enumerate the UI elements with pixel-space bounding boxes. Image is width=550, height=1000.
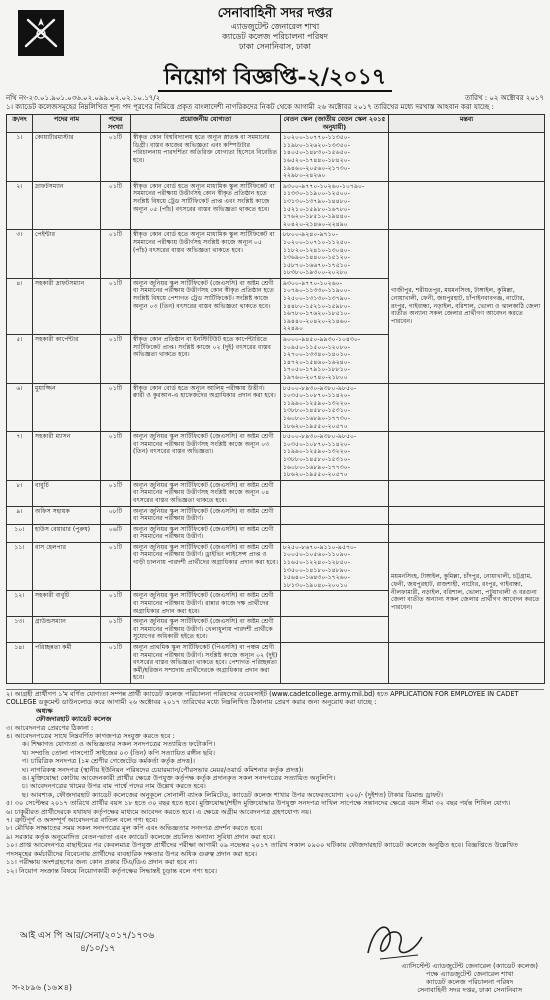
footer-code: স-২৮৯৬ (১৬×৪)	[12, 983, 73, 992]
pay-scale-line: ৮৫০০-৮৯৩০-৯৩৮০-৯৮৫০-	[283, 384, 357, 392]
instruction-paragraph: ১১। পরীক্ষায় অংশগ্রহণের জন্য কোন প্রকার টিএ/ডিএ প্রদান করা হবে না।	[6, 858, 197, 867]
pay-scale-line: ১০৩৫০-১০৮৭০-১১৪২০-	[283, 392, 350, 400]
table-row	[7, 133, 545, 182]
column-header: মন্তব্য	[389, 115, 545, 133]
pay-scale-line: ১১৮২০-১২৪১০-১৩০৪০-	[283, 246, 350, 254]
serial-cell: ৪।	[7, 278, 33, 334]
serial-cell: ৫।	[7, 335, 33, 384]
remark-cell: গাজীপুর, শরীয়তপুর, ময়মনসিংহ, টাঙ্গাইল, কুমিল্লা, নোয়াখালী, ফেনী, জয়পুরহাট, চাঁপাইনবাবগঞ্জ, নাটোর, রংপুর, গাইবান্ধা, নড়াইল, বরিশাল, ভোলা ও ঝালকাঠি জেলা ব্যতীত অন্যান্য সকল জেলার প্রার্থীগণ আবেদন করতে পারবেন।	[389, 230, 545, 383]
pay-scale-line: ১১৬৫০-১২২৪০-১২৮৫০-	[283, 559, 350, 567]
post-count-cell: ০৮টি	[101, 506, 131, 524]
pay-scale-line: ১০২০০-১০৭১০-১১২৫০-	[283, 238, 350, 246]
table-row	[7, 643, 545, 684]
serial-cell: ১০।	[7, 524, 33, 542]
post-count-cell: ০১টি	[101, 383, 131, 432]
post-count-cell: ০১টি	[101, 278, 131, 334]
qualification-cell: অন্যূন জুনিয়র স্কুল সার্টিফিকেট (জেএসসি) বা অষ্টম শ্রেণী বা সমমানের পরীক্ষায় উত্তীর্ণ। খেলাধুলায় পারদর্শী প্রার্থীকে সুযোগের অধিকারী হইতে হবে।	[131, 617, 281, 643]
pay-scale-cell	[281, 591, 389, 617]
pay-scale-line: ১০৯৫০-১১৫০০-১২০৮০-	[283, 343, 350, 351]
post-name-cell: পেইন্টার	[33, 230, 101, 279]
table-body	[7, 133, 545, 684]
header	[6, 6, 544, 62]
pay-scale-line: ১৮১৩০-১৯০৪০-২০০১০	[283, 581, 348, 589]
signatory-branch: পক্ষে এ্যাডজুটেন্ট জেনারেল শাখা	[425, 970, 514, 978]
pay-scale-line: ১০২০০-১০৭৭০-১১৩৫০-	[283, 134, 351, 142]
post-count-cell: ০১টি	[101, 480, 131, 506]
pay-scale-line: ১৬০৮০-১৬৮৯০-১৭৭৩০-	[283, 414, 350, 422]
pay-scale-line: ৮৮০০-৯২৪০-৯৭১০-	[283, 231, 338, 239]
isp-block	[20, 930, 154, 956]
remark-cell	[389, 480, 545, 506]
column-header: বেতন স্কেল (জাতীয় বেতন স্কেল ২০১৫ অনুযায়ী)	[281, 115, 389, 133]
pay-scale-line: ১২৫০০-১৩১৩০-১৩৭৯০-	[283, 295, 350, 303]
address-line-1: অধ্যক্ষ	[36, 706, 53, 715]
signature-block	[401, 962, 538, 994]
remark-cell: ময়মনসিংহ, টাঙ্গাইল, কুমিল্লা, চাঁদপুর, নোয়াখালী, চট্টগ্রাম, ফেনী, জয়পুরহাট, রাজশাহী, নাটোর, রংপুর, গাইবান্ধা, নীলফামারী, নড়াইল, বরিশাল, ভোলা, পটুয়াখালী ও বরগুনা জেলা ব্যতীত অন্যান্য সকল জেলার প্রার্থীগণ আবেদন করতে পারবেন।	[389, 542, 545, 642]
post-count-cell: ০১টি	[101, 181, 131, 230]
pay-scale-line: ১০০৫০-১০৫৬০-১১০৯০-	[283, 551, 350, 559]
pay-scale-cell	[281, 335, 389, 384]
table-row	[7, 181, 545, 230]
qualification-cell: স্বীকৃত কোন বোর্ড হতে অন্যূন মাধ্যমিক স্কুল সার্টিফিকেট বা সমমানের পরীক্ষায় উত্তীর্ণসহ সংশ্লিষ্ট কাজে অন্যূন ০৫ (পাঁচ) বৎসরের বাস্তব অভিজ্ঞতা থাকতে হবে।	[131, 230, 281, 279]
serial-cell: ১৩।	[7, 617, 33, 643]
para-4: ৪। আবেদনপত্রের সাথে নিম্নবর্ণিত কাগজপত্র সংযুক্ত করতে হবে :	[6, 732, 175, 740]
para-3: ৩। আবেদনপত্র প্রেরণের ঠিকানা :	[6, 723, 94, 732]
page-title: নিয়োগ বিজ্ঞপ্তি-২/২০১৭	[158, 64, 392, 92]
post-count-cell: ০১টি	[101, 617, 131, 643]
pay-scale-line: ৯০০০-৯৪৫০-৯৯৩০-১০৪৩০-	[283, 336, 361, 344]
table-row	[7, 432, 545, 481]
pay-scale-line: ১৬০৮০-১৬৮৯০-১৭৭৩০-	[283, 463, 350, 471]
serial-cell: ৩।	[7, 230, 33, 279]
attachments-list	[6, 740, 544, 799]
pay-scale-line: ১৬৫২০-১৭৪৪০-১৮৪২০-	[283, 156, 350, 164]
pay-scale-cell	[281, 230, 389, 279]
pay-scale-line: ১৮৩৮০-১৯৩০০-২০২৮০	[283, 269, 348, 277]
pay-scale-line: ১২৭০০-১৩৩৪০-১৪০১০-	[283, 351, 350, 359]
pay-scale-cell	[281, 542, 389, 591]
remark-cell	[389, 506, 545, 524]
post-count-cell: ০১টি	[101, 230, 131, 279]
pay-scale-cell	[281, 432, 389, 481]
pay-scale-line: ১৫২১০-১৫৯৮০-১৬৭৮০-	[283, 205, 350, 213]
post-name-cell: সহকারী দ্রাফটসম্যান	[33, 278, 101, 334]
serial-cell: ৭।	[7, 432, 33, 481]
pay-scale-line: ১১৯৮০-১২৬২০-১৩৩৫০-	[283, 141, 350, 149]
para-2: ২। আগ্রহী প্রার্থীগণ ১'ম বর্ণিত যোগ্যতা সম্পন্ন প্রার্থী ক্যাডেট কলেজ পরিচালনা পরিষদের ওয়েবসাইট (www.cadetcollege.army.mil.bd) হতে APPLICATION FOR EMPLOYEE IN CADET COLLEGE ডকুমেন্ট ডাউনলোড করে আগামী ২৬ অক্টোবর ২০১৭ তারিখের মধ্যে নিম্নলিখিত ঠিকানায় প্রেরণ করার জন্য অনুরোধ করা যাচ্ছে :	[6, 689, 519, 707]
serial-cell: ২।	[7, 181, 33, 230]
qualification-cell: অন্যূন জুনিয়র স্কুল সার্টিফিকেট (জেএসসি) বা অষ্টম শ্রেণী বা সমমানের পরীক্ষায় উত্তীর্ণ। রান্নার কাজে দক্ষ প্রার্থীদের অগ্রাধিকার প্রদান করা হবে।	[131, 591, 281, 617]
instruction-paragraph: ৯। সরকার কর্তৃক অনুমোদিত বেতন-ভাতা এবং ক্যাডেট কলেজে প্রচলিত অন্যান্য সুবিধা প্রদান করা হবে।	[6, 832, 276, 841]
pay-scale-cell	[281, 181, 389, 230]
post-name-cell: পরিচ্ছন্নতা কর্মী	[33, 643, 101, 684]
post-count-cell: ০১টি	[101, 335, 131, 384]
pay-scale-line: ১৮৬২০-১৯৫৫০-২০৫৭০	[283, 422, 348, 430]
pay-scale-line: ৮৫০০-৮৯৩০-৯৩৮০-৯৮৫০-	[283, 433, 357, 441]
remark-cell	[389, 133, 545, 182]
post-count-cell: ০১টি	[101, 432, 131, 481]
posts-table	[6, 114, 545, 684]
table-row	[7, 506, 545, 524]
serial-cell: ৯।	[7, 506, 33, 524]
attachment-item: ঙ। মুক্তিযোদ্ধা কোটায় আবেদনকারী প্রার্থীর ক্ষেত্রে উপযুক্ত কর্তৃপক্ষ কর্তৃক প্রদানকৃত সকল সনদপত্রের সত্যায়িত অনুলিপি।	[22, 774, 336, 783]
signatory-board: ক্যাডেট কলেজ পরিচালনা পরিষদ	[426, 978, 514, 986]
pay-scale-cell	[281, 617, 389, 643]
pay-scale-line: ১৪৭২০-১৫৪৬০-১৬২৪০-	[283, 358, 350, 366]
branch-line: এ্যাডজুটেন্ট জেনারেল শাখা	[230, 22, 320, 31]
remark-cell	[389, 383, 545, 432]
serial-cell: ৬।	[7, 383, 33, 432]
instruction-paragraph: ১০। প্রাপ্ত আবেদনপত্র বাছাইয়ের পর কেবলমাত্র উপযুক্ত প্রার্থীদের পরীক্ষা আগামী ০৯ নভেম্বর ২০১৭ তারিখ সকাল ০৯০০ ঘটিকায় ফৌজদারহাট ক্যাডেট কলেজে অনুষ্ঠিত হবে। বিজ্ঞপ্তিতে উল্লেখিত পদসমূহের কর্মচারীদের বিবেচনায় প্রার্থীদের ব্যবহারিক দক্ষতার উপর অধিক গুরুত্ব প্রদান করা হবে।	[6, 841, 519, 858]
qualification-cell: অন্যূন জুনিয়র স্কুল সার্টিফিকেট (জেএসসি) বা অষ্টম শ্রেণী বা সমমানের পরীক্ষায় উত্তীর্ণসহ সংশ্লিষ্ট কাজে অন্যূন ০৩ (তিন) বৎসরের বাস্তব অভিজ্ঞতা।	[131, 432, 281, 481]
qualification-cell: অন্যূন জুনিয়র স্কুল সার্টিফিকেট (জেএসসি) বা অষ্টম শ্রেণী বা সমমানের পরীক্ষায় উত্তীর্ণসহ সংশ্লিষ্ট কাজে অন্যূন ০৪ বৎসরের বাস্তব অভিজ্ঞতা থাকতে হবে।	[131, 480, 281, 506]
table-row	[7, 230, 545, 279]
post-name-cell: সহকারী ম্যাসন	[33, 432, 101, 481]
attachment-item: ছ। আবশ্যক, ফৌজদারহাট ক্যাডেট কলেজের অনুকূলে সোনালী ব্যাংক লিমিটেড, ক্যাডেট কলেজ শাখার উপর অফেরতযোগ্য ২০০/- (দুইশত) টাকার ডিমান্ড ড্রাফট।	[22, 790, 443, 799]
pay-scale-cell	[281, 524, 389, 542]
pay-scale-line: ১৮৬২০-১৯৫৫০-২০৫৭০	[283, 471, 348, 479]
signatory-office: সেনাবাহিনী সদর দপ্তর, ঢাকা সেনানিবাস	[417, 986, 523, 994]
instruction-paragraph: ৫। ৩০ সেপ্টেম্বর ২০১৭ তারিখে প্রার্থীর বয়স ১৮ হতে ৩০ বছর হতে হবে। মুক্তিযোদ্ধা/শহীদ মুক্তিযোদ্ধার উপযুক্ত সনদপত্র দাখিল সাপেক্ষে সন্তানদের ক্ষেত্রে বয়স সীমা ৩২ বছর পর্যন্ত শিথিল যোগ্য।	[6, 799, 511, 808]
pay-scale-line: ১৫৬৪০-১৬৪৩০-১৭২৬০-	[283, 574, 350, 582]
pay-scale-line: ১৩৫০০-১৪১৮০-১৪৮৯০-	[283, 566, 350, 574]
notice-date: তারিখ : ০২ অক্টোবর ২০১৭	[464, 94, 544, 102]
pay-scale-cell	[281, 133, 389, 182]
instructions-block	[6, 689, 544, 875]
pay-scale-line: ১৪০৫০-১৪৮৩০-১৫৬৫০-	[283, 149, 350, 157]
remaining-paragraphs	[6, 799, 544, 875]
board-line: ক্যাডেট কলেজ পরিচালনা পরিষদ	[222, 32, 328, 41]
pay-scale-line: ১৯৪৪০-২০৪২০-২১৪৬০-	[283, 317, 350, 325]
table-row	[7, 524, 545, 542]
pay-scale-line: ১৪৪৮০-১৫২১০-১৫৯৮০-	[283, 302, 350, 310]
pay-scale-line: ১০৩৫০-১০৮৭০-১১৪২০-	[283, 440, 350, 448]
remark-cell	[389, 524, 545, 542]
post-count-cell: ০১টি	[101, 133, 131, 182]
instruction-paragraph: ৮। মৌখিক সাক্ষাতের সময় সকল সনদপত্রের মূল কপি এবং অভিজ্ঞতার সনদপত্র প্রদর্শন করতে হবে।	[6, 824, 263, 833]
post-name-cell: বাস হেলপার	[33, 542, 101, 591]
qualification-cell: স্বীকৃত কোন বিশ্ববিদ্যালয় হতে অন্যূন স্নাতক বা সমমানের ডিগ্রী। বাস্তব কাজের অভিজ্ঞতা এবং কম্পিউটার পরিচালনায় পারদর্শিতা অতিরিক্ত যোগ্যতা হিসেবে বিবেচিত হবে।	[131, 133, 281, 182]
column-header: পদের সংখ্যা	[101, 115, 131, 133]
serial-cell: ১।	[7, 133, 33, 182]
instruction-paragraph: ৭। ত্রুটিপূর্ণ ও অসম্পূর্ণ আবেদনপত্র বাতিল বলে গণ্য হবে।	[6, 816, 158, 825]
pay-scale-line: ১৯৪৬০-২০৫৬০-২১৭৩০-	[283, 164, 351, 172]
post-name-cell: বাবুর্চি	[33, 480, 101, 506]
attachment-item: খ। সম্প্রতি তোলা পাসপোর্ট সাইজের ০৩ (তিন) কপি সত্যায়িত রঙ্গীন ছবি।	[22, 748, 215, 757]
address-line-2: ফৌজদারহাট ক্যাডেট কলেজ	[36, 715, 112, 724]
pay-scale-line: ১১৩৩০-১১৯০০-১২৫০০-	[283, 190, 350, 198]
pay-scale-line: ২২৪৯০	[283, 325, 304, 333]
pay-scale-cell	[281, 383, 389, 432]
location-line: ঢাকা সেনানিবাস, ঢাকা	[239, 42, 311, 51]
reference-number: নথি নং-২৩.০১.৯০১.০৩৬.০২.০৯৯.০২.০২.১০.১৭/২	[6, 94, 161, 102]
pay-scale-line: ১৩৮৮০-১৪৫৮০-১৫৩১০-	[283, 407, 350, 415]
post-name-cell: গ্রাউন্ডসম্যান	[33, 617, 101, 643]
pay-scale-line: ৯৩০০-৯৭৭০-১০২৬০-	[283, 279, 342, 287]
qualification-cell: অন্যূন জুনিয়র স্কুল সার্টিফিকেট (জেএসসি) বা অষ্টম শ্রেণী বা সমমানের পরীক্ষায় উত্তীর্ণ। ড্রাইভিং লাইসেন্স প্রাপ্ত ও গাড়ী চালনায় পারদর্শী প্রার্থীদের অগ্রাধিকার প্রদান করা হবে।	[131, 542, 281, 591]
pay-scale-line: ১৬৭৮০-১৭৬২০-১৮৫১০-	[283, 310, 350, 318]
pay-scale-line: ১৫৮৭০-১৬৬৭০-১৭৫১০-	[283, 261, 350, 269]
remark-cell	[389, 181, 545, 230]
pay-scale-line: ১৭৬২০-১৮৫১০-১৯৪৪০-	[283, 213, 350, 221]
instruction-paragraph: ৬। চাকুরীরত প্রার্থীদেরকে যথাযথ কর্তৃপক্ষের মাধ্যমে আবেদন করতে হবে। এ ক্ষেত্রে অগ্রীম আবেদনপত্র গ্রহণযোগ্য নয়।	[6, 807, 312, 816]
pay-scale-line: ১৩৮৮০-১৪৫৮০-১৫৩১০-	[283, 455, 350, 463]
intro-paragraph: ১। ক্যাডেট কলেজসমূহের নিম্নলিখিত শূন্য পদ পূরণের নিমিত্তে প্রকৃত বাংলাদেশী নাগরিকদের নিকট থেকে আগামী ২৬ অক্টোবর ২০১৭ তারিখের মধ্যে দরখাস্ত আহবান করা যাচ্ছে :	[6, 103, 495, 111]
instruction-paragraph: ১২। নিয়োগ সংক্রান্ত বিষয়ে নিয়োগকারী কর্তৃপক্ষের সিদ্ধান্তই চূড়ান্ত বলে গণ্য হবে।	[6, 866, 217, 875]
qualification-cell: স্বীকৃত কোন বোর্ড হতে অন্যূন মাধ্যমিক স্কুল সার্টিফিকেট বা সমমানের পরীক্ষায় উত্তীর্ণসহ কোন স্বীকৃত প্রতিষ্ঠান হতে সংশ্লিষ্ট বিষয়ে ট্রেড সার্টিফিকেট প্রাপ্ত এবং সংশ্লিষ্ট কাজে অন্যূন ০৫ (পাঁচ) বৎসরের বাস্তব অভিজ্ঞতা থাকতে হবে।	[131, 181, 281, 230]
serial-cell: ১২।	[7, 591, 33, 617]
pay-scale-line: ১১৯৯০-১২৫৯০-১৩২২০-	[283, 399, 350, 407]
pay-scale-line: ১৩১৩০-১৩৭৯০-১৪৪৮০-	[283, 197, 350, 205]
column-header: পদের নাম	[33, 115, 101, 133]
post-name-cell: হাউস বেয়ারার (পুরুষ)	[33, 524, 101, 542]
attachment-item: ক। শিক্ষাগত যোগ্যতা ও অভিজ্ঞতার সকল সনদপত্রের সত্যায়িত ফটোকপি।	[22, 740, 216, 749]
post-name-cell: মুয়াজ্জিন	[33, 383, 101, 432]
post-name-cell: কোয়ার্টারমাস্টার	[33, 133, 101, 182]
pay-scale-cell	[281, 278, 389, 334]
army-emblem-icon	[18, 10, 64, 56]
post-count-cell: ০১টি	[101, 643, 131, 684]
qualification-cell: অন্যূন জুনিয়র স্কুল সার্টিফিকেট (জেএসসি) বা অষ্টম শ্রেণী বা সমমানের পরীক্ষায় উত্তীর্ণ।	[131, 506, 281, 524]
isp-number: আই এস পি আর/সেনা/২০১৭/১৭০৬	[20, 931, 155, 941]
post-name-cell: সহকারী বাবুর্চি	[33, 591, 101, 617]
table-row	[7, 383, 545, 432]
qualification-cell: অন্যূন জুনিয়র স্কুল সার্টিফিকেট (জেএসসি) বা অষ্টম শ্রেণী বা সমমানের পরীক্ষায় উত্তীর্ণ।	[131, 524, 281, 542]
pay-scale-line: ৯৩০০-৯৭৭০-১০২৬০-১০৭৯০-	[283, 182, 365, 190]
column-header: প্রয়োজনীয় যোগ্যতা	[131, 115, 281, 133]
pay-scale-line: ২২৯৮০-২৪২৬০	[283, 172, 326, 180]
table-row	[7, 542, 545, 591]
post-count-cell: ০১টি	[101, 542, 131, 591]
signature-icon	[360, 915, 430, 965]
pay-scale-cell	[281, 506, 389, 524]
table-row	[7, 480, 545, 506]
pay-scale-line: ১০৭৯০-১১৩৩০-১১৯০০-	[283, 287, 350, 295]
serial-cell: ১১।	[7, 542, 33, 591]
post-name-cell: অফিস সহায়ক	[33, 506, 101, 524]
remark-cell	[389, 643, 545, 684]
serial-cell: ১৪।	[7, 643, 33, 684]
pay-scale-line: ১৯৭৬০-২০৭৪০-২১৮০০	[283, 374, 348, 381]
signatory-title: এ্যাসিস্টেন্ট এ্যাডজুটেন্ট জেনারেল (ক্যাডেট কলেজ)	[401, 962, 538, 970]
post-count-cell: ০৬টি	[101, 524, 131, 542]
post-count-cell: ০১টি	[101, 591, 131, 617]
qualification-cell: অন্যূন জুনিয়র স্কুল সার্টিফিকেট (জেএসসি) বা অষ্টম শ্রেণী বা সমমানের পরীক্ষায় উত্তীর্ণসহ কোন স্বীকৃত প্রতিষ্ঠান হতে সংশ্লিষ্ট বিষয়ে পেশাগত ট্রেড সার্টিফিকেট। সংশ্লিষ্ট কাজে অন্যূন ০৩ (তিন) বৎসরের বাস্তব অভিজ্ঞতা থাকতে হবে।	[131, 278, 281, 334]
reference-line	[6, 94, 544, 103]
attachment-item: চ। আবেদনপত্রের খামের উপর বাম পার্শ্বে পদের নাম উল্লেখ করতে হবে।	[22, 782, 206, 791]
pay-scale-line: ১৩৬৯০-১৪৪০০-১৫১২০-	[283, 254, 350, 262]
post-name-cell: দ্রাফটসম্যান	[33, 181, 101, 230]
table-header-row	[7, 115, 545, 133]
serial-cell: ৮।	[7, 480, 33, 506]
attachment-item: ঘ। নাগরিকত্ব সনদপত্র (স্থানীয় ইউনিয়ন পরিষদের চেয়ারম্যান/পৌরসভার মেয়র/ওয়ার্ড কমিশনার কর্তৃক প্রদত্ত)।	[22, 765, 304, 774]
remark-cell	[389, 432, 545, 481]
attachment-item: গ। চারিত্রিক সনদপত্র (১ম শ্রেণীর গেজেটেড কর্মকর্তা কর্তৃক প্রদত্ত)।	[22, 757, 195, 766]
qualification-cell: অন্যূন প্রাথমিক স্কুল সার্টিফিকেট (পিএসসি) বা পঞ্চম শ্রেণী বা সমমানের পরীক্ষায় উত্তীর্ণ। সংশ্লিষ্ট কাজে অন্যূন ০২ (দুই) বৎসরের বাস্তব অভিজ্ঞতা থাকতে হবে। পেশাগত পরিচ্ছন্নতা কর্মী/হরিজন সম্প্রদায় প্রার্থীদেরকে অগ্রাধিকার প্রদান করা হবে।	[131, 643, 281, 684]
pay-scale-line: ২০৪২০-২১৪৬০-২২৪৯০	[283, 220, 348, 228]
qualification-cell: স্বীকৃত কোন প্রতিষ্ঠান বা ইনস্টিটিউট হতে কার্পেন্টারিতে সার্টিফিকেট প্রাপ্ত। সংশ্লিষ্ট কাজে ০২ (দুই) বৎসরের বাস্তব অভিজ্ঞতা থাকতে হবে।	[131, 335, 281, 384]
isp-date: ৪/১০/১৭	[80, 944, 116, 954]
pay-scale-cell	[281, 480, 389, 506]
pay-scale-cell	[281, 643, 389, 684]
org-name: সেনাবাহিনী সদর দপ্তর	[217, 6, 333, 21]
post-name-cell: সহকারী কার্পেন্টার	[33, 335, 101, 384]
column-header: ক্র/নং	[7, 115, 33, 133]
pay-scale-line: ১৭০৫০-১৭৯১০-১৮৮১০-	[283, 366, 350, 374]
pay-scale-line: ৮২৫০-৮৬৭০-৯১১০-৯৫৭০-	[283, 543, 357, 551]
pay-scale-line: ১১৯৯০-১২৫৯০-১৩২২০-	[283, 448, 350, 456]
qualification-cell: স্বীকৃত কোন বোর্ড হতে অন্যূন আলিম পরীক্ষায় উত্তীর্ণ। ক্বারী ও কুরআন-এ হাফেজদের অগ্রাধিকার প্রদান করা হবে।	[131, 383, 281, 432]
